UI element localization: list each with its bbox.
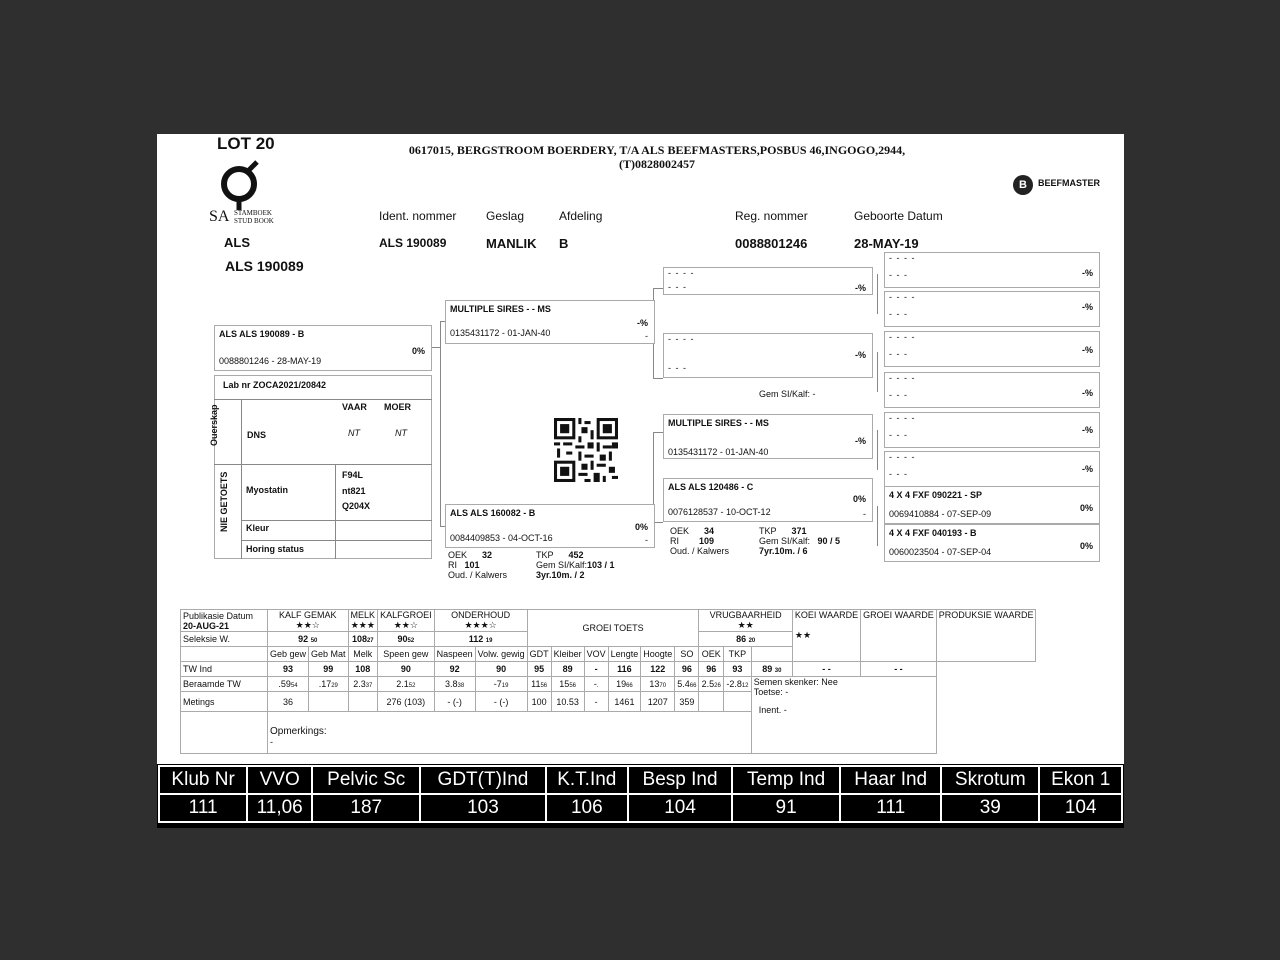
opmerkings-cell xyxy=(268,712,752,754)
self-box xyxy=(214,325,432,371)
gg-dash-3b: - - - xyxy=(889,349,908,359)
gg-pct-3: -% xyxy=(1082,345,1093,355)
bt-sub: 66 xyxy=(626,683,633,689)
stats-header: Temp Ind xyxy=(732,766,840,794)
met-cell: 359 xyxy=(675,692,699,712)
stats-header: VVO xyxy=(247,766,312,794)
bt-cell xyxy=(268,677,309,692)
gg-box-6 xyxy=(884,451,1100,487)
vrug-label: VRUGBAARHEID xyxy=(709,610,782,620)
melk-stars: ★★★ xyxy=(350,620,375,630)
ss-dash-1: - - - - xyxy=(668,268,695,278)
opmerkings-value: - xyxy=(270,737,273,747)
gg-dash-4: - - - - xyxy=(889,373,916,383)
met-cell xyxy=(309,692,349,712)
ss-pct-2: -% xyxy=(855,350,866,360)
koei-label: KOEI WAARDE xyxy=(794,610,859,620)
melk-val xyxy=(348,632,378,647)
kalf-val-sub: 50 xyxy=(310,638,318,644)
onderhoud-stars: ★★★☆ xyxy=(464,620,497,630)
koei-stars: ★★ xyxy=(794,630,812,640)
kalfgroei-label: KALFGROEI xyxy=(380,610,432,620)
stats-value: 104 xyxy=(628,794,732,822)
met-cell: - (-) xyxy=(475,692,527,712)
dd-reg: 0076128537 - 10-OCT-12 xyxy=(668,507,771,517)
logo-sub-1: STAMBOEK xyxy=(234,209,272,217)
pub-label: Publikasie Datum xyxy=(183,610,254,621)
dd-ri-label: RI xyxy=(670,536,679,546)
gg-dash-1: - - - - xyxy=(889,253,916,263)
stats-header: Besp Ind xyxy=(628,766,732,794)
sex-value: MANLIK xyxy=(486,236,537,251)
beefmaster-logo-icon: B xyxy=(1013,175,1033,195)
gg-dash-2: - - - - xyxy=(889,292,916,302)
reg-value: 0088801246 xyxy=(735,236,808,251)
kleur-label: Kleur xyxy=(246,523,270,533)
gg-dash-5b: - - - xyxy=(889,430,908,440)
tw-cell: 96 xyxy=(675,662,699,677)
tw-cell: 90 xyxy=(475,662,527,677)
kalfgroei-head xyxy=(378,610,435,632)
koei-val xyxy=(751,662,792,677)
bt-val: 2.3 xyxy=(353,679,366,689)
stats-value: 104 xyxy=(1039,794,1122,822)
produksie-head: PRODUKSIE WAARDE xyxy=(936,610,1036,662)
semen-skenker: Semen skenker: Nee xyxy=(753,677,838,687)
brand-name: BEEFMASTER xyxy=(1038,178,1101,188)
gg-dash-6: - - - - xyxy=(889,452,916,462)
met-cell xyxy=(348,692,378,712)
bt-label: Beraamde TW xyxy=(181,677,268,692)
vrug-head xyxy=(699,610,792,632)
dd-tkp: 371 xyxy=(791,526,807,536)
gg-box-2 xyxy=(884,291,1100,327)
stats-header: Skrotum xyxy=(941,766,1039,794)
pub-date: 20-AUG-21 xyxy=(183,620,230,631)
dam-oek: 32 xyxy=(482,550,493,560)
dam-gem: 103 / 1 xyxy=(587,560,615,570)
gg-pct-4: -% xyxy=(1082,388,1093,398)
stats-value: 187 xyxy=(312,794,420,822)
bt-cell xyxy=(675,677,699,692)
dd-oek: 34 xyxy=(704,526,715,536)
performance-table xyxy=(180,609,1036,754)
bt-sub: . xyxy=(596,683,599,689)
self-name: ALS ALS 190089 - B xyxy=(219,329,305,339)
ss-dash-2b: - - - xyxy=(668,363,687,373)
bt-sub: 66 xyxy=(689,683,697,689)
melk-val-sub: 27 xyxy=(366,638,374,644)
kalf-gemak-label: KALF GEMAK xyxy=(279,610,337,620)
col-header: Hoogte xyxy=(641,647,675,662)
bt-val: - xyxy=(593,679,597,689)
ident-value: ALS 190089 xyxy=(379,236,447,250)
horing-label: Horing status xyxy=(246,544,305,554)
gg-pct-2: -% xyxy=(1082,302,1093,312)
col-header: Lengte xyxy=(608,647,641,662)
melk-val-num: 108 xyxy=(351,634,367,644)
tw-cell: 116 xyxy=(608,662,641,677)
logo-text: SA xyxy=(209,208,230,225)
ds-name: MULTIPLE SIRES - - MS xyxy=(668,418,769,428)
groei-waarde-val: - - xyxy=(792,662,860,677)
tw-cell: 99 xyxy=(309,662,349,677)
bt-val: 2.1 xyxy=(396,679,409,689)
stats-header: K.T.Ind xyxy=(546,766,629,794)
animal-prefix: ALS xyxy=(224,235,250,250)
bt-row xyxy=(181,677,1036,692)
met-cell xyxy=(699,692,724,712)
sire-box xyxy=(445,300,655,344)
dam-name: ALS ALS 160082 - B xyxy=(450,508,536,518)
pub-date-cell xyxy=(181,610,268,632)
dam-stats-right xyxy=(536,550,615,580)
gg-dash-3: - - - - xyxy=(889,332,916,342)
col-header: Geb gew xyxy=(268,647,309,662)
onderhoud-head xyxy=(434,610,527,632)
self-pct: 0% xyxy=(411,346,425,356)
stats-value: 91 xyxy=(732,794,840,822)
dam-oek-label: OEK xyxy=(448,550,468,560)
myo-value-3: Q204X xyxy=(342,501,371,511)
dd-name: ALS ALS 120486 - C xyxy=(668,482,754,492)
ss-box-2 xyxy=(663,333,873,378)
bt-sub: 54 xyxy=(290,683,298,689)
vrug-val-sub: 20 xyxy=(748,638,756,644)
dam-oud-label: Oud. / Kalwers xyxy=(448,570,508,580)
tw-cell: 122 xyxy=(641,662,675,677)
dd-pct: 0% xyxy=(852,494,866,504)
ds-pct: -% xyxy=(855,436,866,446)
groei-toets-head: GROEI TOETS xyxy=(527,610,699,647)
kalf-val xyxy=(268,632,349,647)
met-cell: 276 (103) xyxy=(378,692,435,712)
gg-dash-6b: - - - xyxy=(889,469,908,479)
met-cell: 100 xyxy=(527,692,551,712)
toetse: Toetse: - xyxy=(753,687,789,697)
breeder-line-2: (T)0828002457 xyxy=(619,157,695,171)
bt-cell xyxy=(641,677,675,692)
stats-value: 103 xyxy=(420,794,545,822)
bt-cell xyxy=(584,677,608,692)
document-sheet xyxy=(157,134,1124,828)
tw-cell: - xyxy=(584,662,608,677)
met-cell xyxy=(724,692,752,712)
dd-sub: - xyxy=(863,509,866,519)
bt-sub: 38 xyxy=(457,683,465,689)
lot-number: LOT 20 xyxy=(217,134,275,153)
dd-box xyxy=(663,478,873,522)
dd-ri: 109 xyxy=(699,536,715,546)
stats-value-row xyxy=(159,794,1122,822)
dob-label: Geboorte Datum xyxy=(854,209,943,223)
dd-oud-label: Oud. / Kalwers xyxy=(670,546,730,556)
ddd1-name: 4 X 4 FXF 090221 - SP xyxy=(889,490,983,500)
stats-value: 11,06 xyxy=(247,794,312,822)
dam-box xyxy=(445,504,655,548)
bt-cell xyxy=(699,677,724,692)
bt-val: 5.4 xyxy=(677,679,690,689)
bt-cell xyxy=(608,677,641,692)
dd-oek-label: OEK xyxy=(670,526,690,536)
kalfgroei-val xyxy=(378,632,435,647)
dam-gem-label: Gem SI/Kalf: xyxy=(536,560,588,570)
tw-cell: 89 xyxy=(551,662,584,677)
bt-sub: 56 xyxy=(569,683,576,689)
dam-oud: 3yr.10m. / 2 xyxy=(536,570,585,580)
sire-reg: 0135431172 - 01-JAN-40 xyxy=(450,328,551,338)
col-header: Kleiber xyxy=(551,647,584,662)
tw-cell: 90 xyxy=(378,662,435,677)
ss-box-1 xyxy=(663,267,873,295)
bt-val: -7 xyxy=(493,679,502,689)
vrug-val-num: 86 xyxy=(736,634,747,644)
dd-gem-label: Gem SI/Kalf: xyxy=(759,536,811,546)
bt-sub: 37 xyxy=(365,683,373,689)
logo-sub-2: STUD BOOK xyxy=(234,217,274,225)
kalfgroei-val-num: 90 xyxy=(397,634,408,644)
col-header: TKP xyxy=(724,647,752,662)
melk-head xyxy=(348,610,378,632)
dns-moer: NT xyxy=(395,428,407,438)
stats-header: Haar Ind xyxy=(840,766,941,794)
stats-value: 111 xyxy=(840,794,941,822)
bt-sub: 26 xyxy=(714,683,721,689)
bt-cell xyxy=(378,677,435,692)
myostatin-label: Myostatin xyxy=(246,485,289,495)
met-cell: 36 xyxy=(268,692,309,712)
gg-pct-6: -% xyxy=(1082,464,1093,474)
myo-value-2: nt821 xyxy=(342,486,366,496)
dam-stats-left xyxy=(448,550,507,580)
bt-val: .17 xyxy=(318,679,332,689)
dam-tkp: 452 xyxy=(568,550,584,560)
onderhoud-val xyxy=(434,632,527,647)
qr-code-icon xyxy=(554,418,618,482)
notes-cell xyxy=(751,677,936,754)
dd-stats-left xyxy=(670,526,729,556)
col-header: Volw. gewig xyxy=(475,647,527,662)
kalfgroei-val-sub: 52 xyxy=(407,638,415,644)
ddd1-pct: 0% xyxy=(1079,503,1093,513)
moer-label: MOER xyxy=(384,402,411,412)
stats-header: GDT(T)Ind xyxy=(420,766,545,794)
bt-val: 13 xyxy=(649,679,660,689)
gg-dash-2b: - - - xyxy=(889,309,908,319)
inent: Inent. - xyxy=(758,705,787,715)
bt-val: -2.8 xyxy=(726,679,742,689)
bt-sub: 56 xyxy=(540,683,548,689)
bt-cell xyxy=(309,677,349,692)
sire-name: MULTIPLE SIRES - - MS xyxy=(450,304,551,314)
ss-dash-1b: - - - xyxy=(668,282,687,292)
stats-header-row xyxy=(159,766,1122,794)
gg-dash-4b: - - - xyxy=(889,390,908,400)
ouerskap-label: Ouerskap xyxy=(209,404,219,446)
kalf-stars: ★★☆ xyxy=(295,620,320,630)
tw-cell: 93 xyxy=(724,662,752,677)
dd-tkp-label: TKP xyxy=(759,526,777,536)
myo-value-1: F94L xyxy=(342,470,364,480)
col-header: OEK xyxy=(699,647,724,662)
vrug-stars: ★★ xyxy=(737,620,754,630)
ds-box xyxy=(663,414,873,459)
ddd2-name: 4 X 4 FXF 040193 - B xyxy=(889,528,977,538)
vrug-val xyxy=(699,632,792,647)
col-header: GDT xyxy=(527,647,551,662)
ddd2-reg: 0060023504 - 07-SEP-04 xyxy=(889,547,992,557)
tw-label: TW Ind xyxy=(181,662,268,677)
dd-stats-right xyxy=(759,526,840,556)
bt-val: 15 xyxy=(559,679,570,689)
ddd1-box xyxy=(884,486,1100,524)
bt-sub: 19 xyxy=(501,683,509,689)
tw-cell: 108 xyxy=(348,662,378,677)
dam-tkp-label: TKP xyxy=(536,550,554,560)
tw-cell: 96 xyxy=(699,662,724,677)
bt-cell xyxy=(475,677,527,692)
stats-bar xyxy=(157,764,1124,828)
stats-value: 39 xyxy=(941,794,1039,822)
nie-getoets-label: NIE GETOETS xyxy=(219,471,229,532)
produksie-val: - - xyxy=(861,662,937,677)
sire-sub: - xyxy=(645,331,648,341)
bt-val: 19 xyxy=(616,679,627,689)
ds-reg: 0135431172 - 01-JAN-40 xyxy=(668,447,769,457)
melk-label: MELK xyxy=(350,610,376,620)
tw-cell: 95 xyxy=(527,662,551,677)
stats-header: Pelvic Sc xyxy=(312,766,420,794)
dob-value: 28-MAY-19 xyxy=(854,236,919,251)
reg-label: Reg. nommer xyxy=(735,209,808,223)
gg-pct-1: -% xyxy=(1082,268,1093,278)
tw-row xyxy=(181,662,1036,677)
dam-ri-label: RI xyxy=(448,560,457,570)
tw-cell: 93 xyxy=(268,662,309,677)
dns-vaar: NT xyxy=(348,428,360,438)
gg-box-5 xyxy=(884,412,1100,448)
ss-dash-2: - - - - xyxy=(668,334,695,344)
dd-gem: 90 / 5 xyxy=(817,536,841,546)
col-header: SO xyxy=(675,647,699,662)
met-cell: - (-) xyxy=(434,692,475,712)
dept-label: Afdeling xyxy=(559,209,603,223)
studbook-logo-icon xyxy=(217,160,263,210)
dept-value: B xyxy=(559,236,569,251)
met-cell: 10.53 xyxy=(551,692,584,712)
col-header: Melk xyxy=(348,647,378,662)
bt-sub: 12 xyxy=(741,683,749,689)
ddd2-pct: 0% xyxy=(1079,541,1093,551)
gg-dash-1b: - - - xyxy=(889,270,908,280)
gg-box-3 xyxy=(884,331,1100,367)
col-header: Naspeen xyxy=(434,647,475,662)
logo-sub xyxy=(234,209,274,225)
gg-dash-5: - - - - xyxy=(889,413,916,423)
col-header: VOV xyxy=(584,647,608,662)
kalf-val-num: 92 xyxy=(298,634,309,644)
vaar-label: VAAR xyxy=(342,402,367,412)
stats-value: 106 xyxy=(546,794,629,822)
kalfgroei-stars: ★★☆ xyxy=(393,620,418,630)
dam-reg: 0084409853 - 04-OCT-16 xyxy=(450,533,553,543)
opmerkings-label: Opmerkings: xyxy=(270,726,327,737)
bt-cell xyxy=(527,677,551,692)
tw-cell: 92 xyxy=(434,662,475,677)
stats-table xyxy=(158,765,1123,823)
breeder-line-1: 0617015, BERGSTROOM BOERDERY, T/A ALS BEEFMASTERS,POSBUS 46,INGOGO,2944, xyxy=(408,143,906,157)
ident-label: Ident. nommer xyxy=(379,209,457,223)
dam-pct: 0% xyxy=(634,522,648,532)
onderhoud-val-num: 112 xyxy=(468,634,484,644)
animal-name: ALS 190089 xyxy=(225,258,304,274)
met-label: Metings xyxy=(181,692,268,712)
lab-nr: Lab nr ZOCA2021/20842 xyxy=(223,380,327,390)
ddd2-box xyxy=(884,524,1100,562)
stats-header: Ekon 1 xyxy=(1039,766,1122,794)
groei-waarde-head: GROEI WAARDE xyxy=(861,610,937,662)
dns-label: DNS xyxy=(247,430,267,440)
bt-cell xyxy=(724,677,752,692)
met-cell: 1207 xyxy=(641,692,675,712)
bt-cell xyxy=(551,677,584,692)
koei-val-sub: 30 xyxy=(774,668,782,674)
bt-val: 2.5 xyxy=(701,679,715,689)
seleksie-label: Seleksie W. xyxy=(181,632,268,647)
col-header: Geb Mat xyxy=(309,647,349,662)
bt-sub: 52 xyxy=(408,683,416,689)
onderhoud-label: ONDERHOUD xyxy=(451,610,511,620)
koei-head xyxy=(792,610,860,662)
sex-label: Geslag xyxy=(486,209,525,223)
gg-box-4 xyxy=(884,372,1100,408)
ddd1-reg: 0069410884 - 07-SEP-09 xyxy=(889,509,992,519)
ss-pct-1: -% xyxy=(855,283,866,293)
met-cell: 1461 xyxy=(608,692,641,712)
col-header: Speen gew xyxy=(378,647,435,662)
met-cell: - xyxy=(584,692,608,712)
kalf-gemak-head xyxy=(268,610,349,632)
bt-val: 3.8 xyxy=(444,679,458,689)
dam-sub: - xyxy=(645,535,648,545)
bt-val: .59 xyxy=(278,679,291,689)
gem-si-kalf: Gem SI/Kalf: - xyxy=(759,389,816,399)
self-reg: 0088801246 - 28-MAY-19 xyxy=(219,356,322,366)
stats-value: 111 xyxy=(159,794,247,822)
koei-val-num: 89 xyxy=(762,664,773,674)
bt-sub: 29 xyxy=(331,683,338,689)
gg-pct-5: -% xyxy=(1082,425,1093,435)
onderhoud-val-sub: 19 xyxy=(485,638,493,644)
dam-ri: 101 xyxy=(464,560,480,570)
stats-header: Klub Nr xyxy=(159,766,247,794)
bt-cell xyxy=(348,677,378,692)
sire-pct: -% xyxy=(637,318,648,328)
gg-box-1 xyxy=(884,252,1100,288)
bt-cell xyxy=(434,677,475,692)
dd-oud: 7yr.10m. / 6 xyxy=(759,546,808,556)
bt-val: 11 xyxy=(531,679,541,689)
bt-sub: 70 xyxy=(659,683,667,689)
